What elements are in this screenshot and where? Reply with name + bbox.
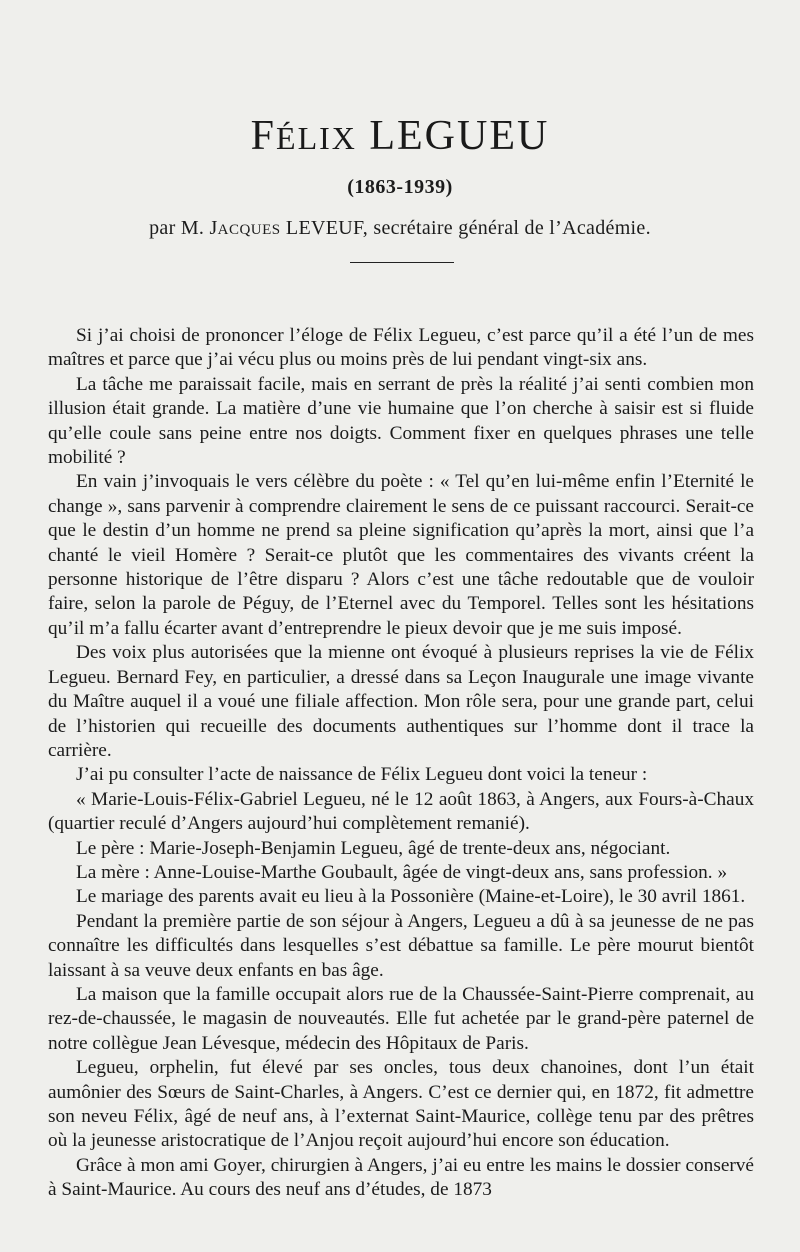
article-body [48,324,754,1203]
title-divider [350,262,454,263]
paragraph: Legueu, orphelin, fut élevé par ses oncles, tous deux chanoines, dont l’un était aumônier des Sœurs de Saint-Charles, à Angers. C’est ce dernier qui, en 1872, fit admettre son neveu Félix, âgé de neuf ans, à l’externat Saint-Maurice, collège tenu par des prêtres où la jeunesse aristocratique de l’Anjou reçoit aujourd’hui encore son éducation. [48,1057,754,1152]
title-first-initial: F [250,113,277,159]
title-first-rest: ÉLIX [276,120,357,156]
paragraph: En vain j’invoquais le vers célèbre du poète : « Tel qu’en lui-même enfin l’Eternité le change », sans parvenir à comprendre clairement le sens de ce puissant raccourci. Serait-ce que le destin d’un homme ne prend sa pleine signification qu’après la mort, ainsi que l’a chanté le vieil Homère ? Serait-ce plutôt que les commentaires des vivants créent la personne historique de l’être disparu ? Alors c’est une tâche redoutable que de vouloir faire, selon la parole de Péguy, de l’Eternel avec du Temporel. Telles sont les hésitations qu’il m’a fallu écarter avant d’entreprendre le pieux devoir que je me suis imposé. [48,471,754,639]
paragraph: Le mariage des parents avait eu lieu à la Possonière (Maine-et-Loire), le 30 avril 1861. [76,886,746,908]
paragraph: La tâche me paraissait facile, mais en serrant de près la réalité j’ai senti combien mon illusion était grande. La matière d’une vie humaine que l’on cherche à saisir est si fluide qu’elle coule sans peine entre nos doigts. Comment fixer en quelques phrases une telle mobilité ? [48,373,754,469]
paragraph: Grâce à mon ami Goyer, chirurgien à Angers, j’ai eu entre les mains le dossier conservé à Saint-Maurice. Au cours des neuf ans d’études, de 1873 [48,1154,754,1201]
paragraph: Le père : Marie-Joseph-Benjamin Legueu, âgé de trente-deux ans, négociant. [76,837,671,859]
life-dates: (1863-1939) [347,176,453,198]
article-title [0,112,800,160]
article-header [0,112,800,240]
byline-prefix: par M. J [149,217,218,239]
paragraph: J’ai pu consulter l’acte de naissance de Félix Legueu dont voici la teneur : [76,764,648,786]
title-last-name: LEGUEU [369,113,550,159]
paragraph: Si j’ai choisi de prononcer l’éloge de Félix Legueu, c’est parce qu’il a été l’un de mes maîtres et parce que j’ai vécu plus ou moins près de lui pendant vingt-six ans. [48,325,754,371]
paragraph: Des voix plus autorisées que la mienne ont évoqué à plusieurs reprises la vie de Félix Legueu. Bernard Fey, en particulier, a dressé dans sa Leçon Inaugurale une image vivante du Maître auquel il a voué une filiale affection. Mon rôle sera, pour une grande part, celui de l’historien qui recueille des documents authentiques sur l’homme dont il trace la carrière. [48,642,754,761]
paragraph: « Marie-Louis-Félix-Gabriel Legueu, né le 12 août 1863, à Angers, aux Fours-à-Chaux (quartier reculé d’Angers aujourd’hui complètement remanié). [48,788,754,835]
byline [0,217,800,240]
paragraph: Pendant la première partie de son séjour à Angers, Legueu a dû à sa jeunesse de ne pas connaître les difficultés dans lesquelles s’est débattue sa famille. Le père mourut bientôt laissant à sa veuve deux enfants en bas âge. [48,910,754,981]
paragraph: La mère : Anne-Louise-Marthe Goubault, âgée de vingt-deux ans, sans profession. » [76,861,728,883]
byline-author-smallcaps: ACQUES [217,222,281,238]
paragraph: La maison que la famille occupait alors rue de la Chaussée-Saint-Pierre comprenait, au rez-de-chaussée, le magasin de nouveautés. Elle fut achetée par le grand-père paternel de notre collègue Jean Lévesque, médecin des Hôpitaux de Paris. [48,983,754,1054]
byline-rest: LEVEUF, secrétaire général de l’Académie. [280,217,651,239]
